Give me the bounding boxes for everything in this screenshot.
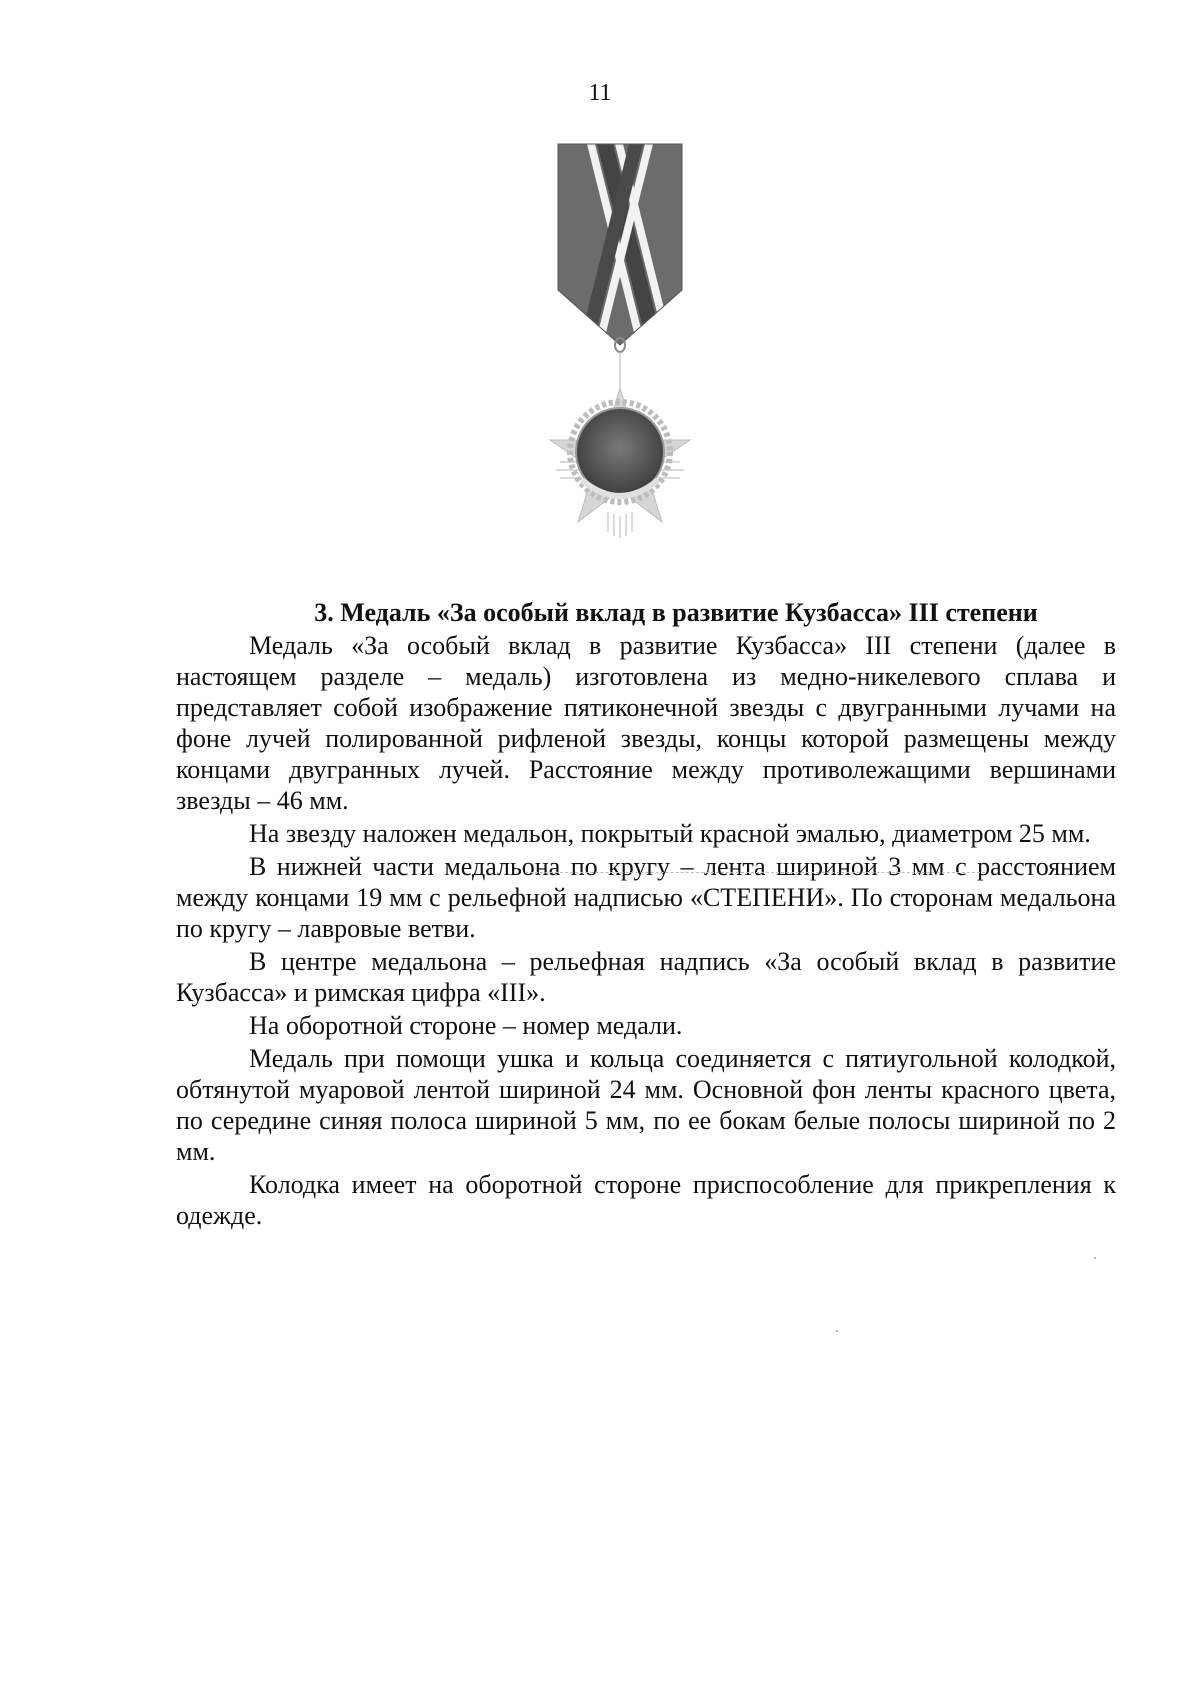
paragraph: Медаль при помощи ушка и кольца соединяется с пятиугольной колодкой, обтянутой муаровой лентой шириной 24 мм. Основной фон ленты красного цвета, по середине синяя полоса шириной 5 мм, по ее бокам белые полосы шириной по 2 мм. (176, 1044, 1116, 1166)
paragraph: Медаль «За особый вклад в развитие Кузбасса» III степени (далее в настоящем разделе – медаль) изготовлена из медно-никелевого сплава и представляет собой изображение пятиконечной звезды с двугранными лучами на фоне лучей полированной рифленой звезды, концы которой размещены между концами двугранных лучей. Расстояние между противолежащими вершинами звезды – 46 мм. (176, 631, 1116, 815)
star-medal (550, 388, 690, 538)
section-heading: 3. Медаль «За особый вклад в развитие Кузбасса» III степени (314, 598, 1038, 627)
paragraph: На оборотной стороне – номер медали. (249, 1011, 683, 1040)
medal-image (520, 140, 720, 580)
paragraph: В центре медальона – рельефная надпись «За особый вклад в развитие Кузбасса» и римская цифра «III». (176, 947, 1116, 1007)
page-number: 11 (588, 80, 612, 106)
ring-eyelet (615, 338, 625, 392)
document-body (176, 597, 1116, 1231)
ribbon-block (520, 140, 720, 360)
scan-artifact-line (525, 872, 985, 873)
paragraph: На звезду наложен медальон, покрытый красной эмалью, диаметром 25 мм. (249, 819, 1091, 848)
paragraph: Колодка имеет на оборотной стороне приспособление для прикрепления к одежде. (176, 1170, 1116, 1230)
scan-speck (1094, 1257, 1096, 1259)
scan-speck (836, 1330, 838, 1332)
paragraph: В нижней части медальона по кругу – лента шириной 3 мм с расстоянием между концами 19 мм с рельефной надписью «СТЕПЕНИ». По сторонам медальона по кругу – лавровые ветви. (176, 852, 1116, 943)
